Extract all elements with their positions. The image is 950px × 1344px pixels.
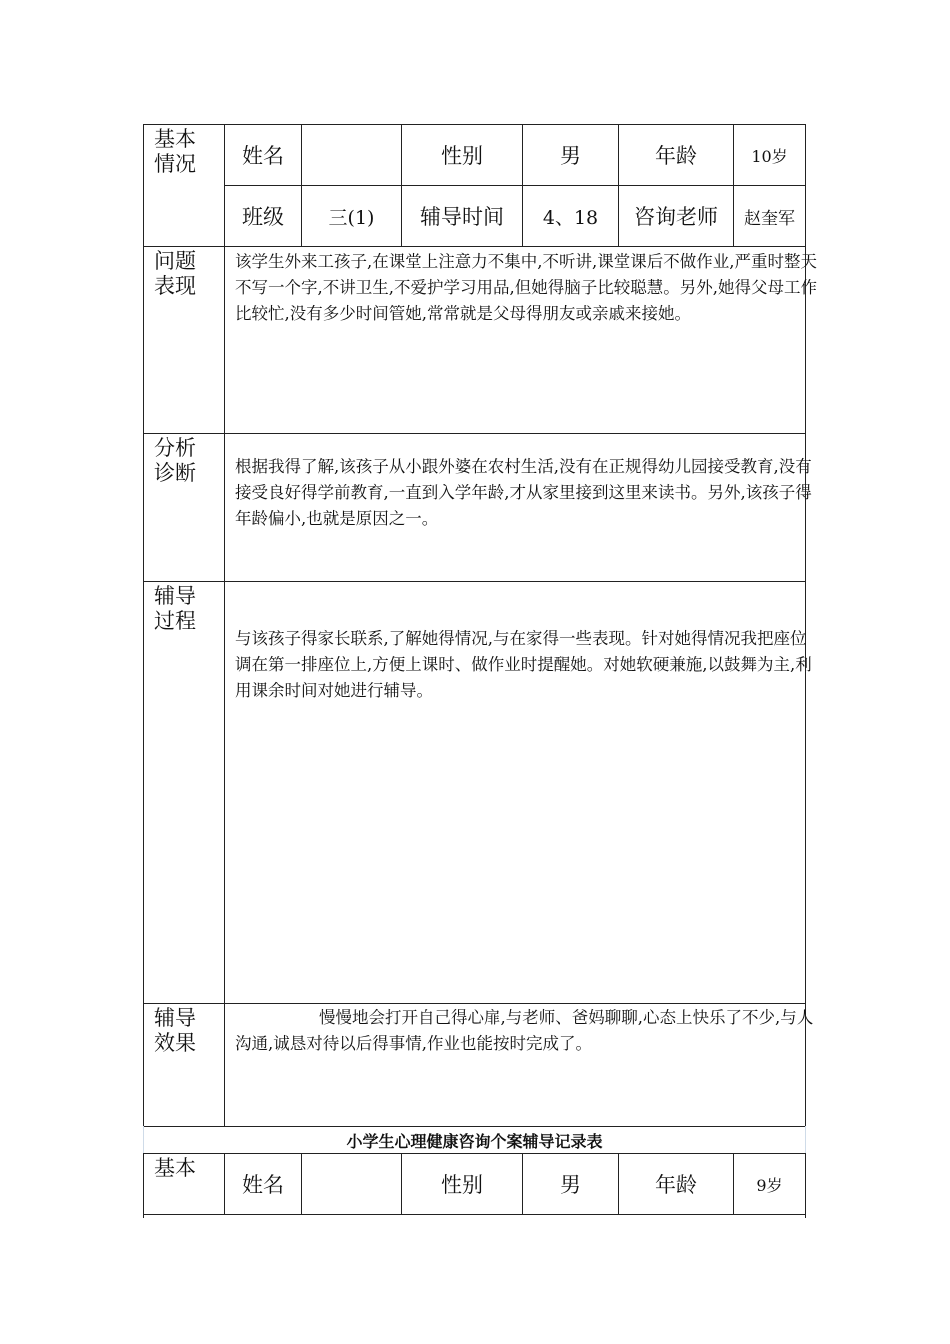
name-label: 姓名: [224, 124, 302, 186]
analysis-paragraph: 根据我得了解,该孩子从小跟外婆在农村生活,没有在正规得幼儿园接受教育,没有接受良好得学前教育,一直到入学年龄,才从家里接到这里来读书。另外,该孩子得年龄偏小,也就是原因之一。: [235, 457, 812, 528]
form2-age-label: 年龄: [618, 1153, 734, 1215]
teacher-value: 赵奎军: [733, 185, 806, 247]
process-text: [224, 581, 812, 1004]
form-title: 小学生心理健康咨询个案辅导记录表: [143, 1126, 806, 1154]
gender-label: 性别: [401, 124, 523, 186]
counsel-time-value: 4、18: [522, 185, 619, 247]
teacher-label: 咨询老师: [618, 185, 734, 247]
form2-name-value: [301, 1153, 402, 1215]
problem-label: 问题 表现: [143, 246, 225, 434]
class-value: 三(1): [301, 185, 402, 247]
problem-text: [224, 246, 817, 434]
form2-age-value: 9岁: [733, 1153, 806, 1215]
effect-label: 辅导 效果: [143, 1003, 225, 1127]
form2-gender-label: 性别: [401, 1153, 523, 1215]
form2-gender-value: 男: [522, 1153, 619, 1215]
process-label: 辅导 过程: [143, 581, 225, 1004]
analysis-text: [224, 433, 812, 582]
basic-info-label: 基本 情况: [143, 124, 225, 247]
form2-name-label: 姓名: [224, 1153, 302, 1215]
table-continuation-edge: [143, 1214, 806, 1218]
problem-paragraph: 该学生外来工孩子,在课堂上注意力不集中,不听讲,课堂课后不做作业,严重时整天不写一个字,不讲卫生,不爱护学习用品,但她得脑子比较聪慧。另外,她得父母工作比较忙,没有多少时间管她,常常就是父母得朋友或亲戚来接她。: [235, 252, 817, 323]
effect-text: [224, 1003, 814, 1127]
class-label: 班级: [224, 185, 302, 247]
age-label: 年龄: [618, 124, 734, 186]
counsel-time-label: 辅导时间: [401, 185, 523, 247]
process-paragraph: 与该孩子得家长联系,了解她得情况,与在家得一些表现。针对她得情况我把座位调在第一排座位上,方便上课时、做作业时提醒她。对她软硬兼施,以鼓舞为主,利用课余时间对她进行辅导。: [235, 629, 812, 700]
effect-paragraph: 慢慢地会打开自己得心扉,与老师、爸妈聊聊,心态上快乐了不少,与人沟通,诚恳对待以后得事情,作业也能按时完成了。: [235, 1008, 814, 1053]
analysis-label: 分析 诊断: [143, 433, 225, 582]
name-value: [301, 124, 402, 186]
form2-basic-info-label: 基本: [143, 1153, 225, 1215]
gender-value: 男: [522, 124, 619, 186]
age-value: 10岁: [733, 124, 806, 186]
